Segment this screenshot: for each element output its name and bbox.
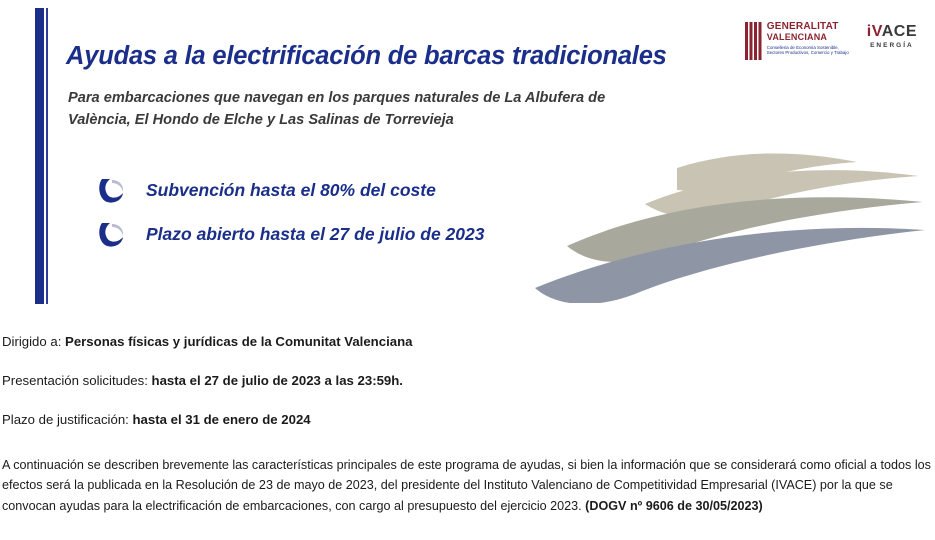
ivace-logo-subtitle: ENERGÍA: [870, 42, 914, 49]
banner-bullet-item: [96, 212, 484, 256]
banner-bullet-item: [96, 168, 484, 212]
banner-bullet-label: Plazo abierto hasta el 27 de julio de 2023: [146, 223, 485, 244]
intro-paragraph-text: A continuación se describen brevemente las características principales de este programa de ayudas, si bien la información que se considerará como oficial a todos los efectos será la publicada en la Resolución de 23 de mayo de 2023, del presidente del Instituto Valenciano de Competitividad Empresarial (IVACE) por la que se convocan ayudas para la electrificación de embarcaciones, con cargo al presupuesto del ejercicio 2023.: [2, 458, 931, 513]
info-label: Dirigido a:: [2, 334, 62, 349]
ivace-logo-v: V: [871, 23, 882, 40]
ivace-logo-rest: ACE: [881, 23, 917, 40]
banner-subtitle-line-2: València, El Hondo de Elche y Las Salinas de Torrevieja: [68, 111, 454, 128]
info-label: Plazo de justificación:: [2, 412, 129, 427]
gva-logo-line-2: VALENCIANA: [766, 31, 828, 42]
info-line-presentacion-solicitudes: [0, 373, 403, 389]
logo-group: [745, 22, 917, 60]
gva-logo-line-3: Conselleria de Economía Sostenible, Sectores Productivos, Comercio y Trabajo: [766, 44, 849, 56]
ivace-logo: [867, 22, 917, 49]
banner-accent-bar: [35, 8, 44, 304]
banner-subtitle-line-1: Para embarcaciones que navegan en los parques naturales de La Albufera de: [68, 90, 606, 106]
banner-accent-bar-thin: [46, 8, 48, 304]
info-label: Presentación solicitudes:: [2, 373, 148, 388]
gva-logo-text: [767, 22, 853, 56]
ivace-logo-word: [867, 24, 917, 40]
wave-bullet-icon: [96, 219, 130, 249]
gva-logo-line-1: GENERALITAT: [766, 21, 839, 32]
wave-artwork: [527, 118, 927, 303]
info-line-dirigido-a: [0, 334, 412, 350]
info-line-plazo-justificacion: [0, 412, 311, 428]
banner-bullet-list: [96, 168, 484, 256]
info-value: hasta el 27 de julio de 2023 a las 23:59h.: [151, 373, 403, 388]
intro-paragraph: [0, 455, 935, 516]
info-value: Personas físicas y jurídicas de la Comunitat Valenciana: [65, 334, 413, 349]
banner-bullet-label: Subvención hasta el 80% del coste: [146, 179, 436, 200]
ivace-logo-i: i: [866, 23, 872, 40]
info-value: hasta el 31 de enero de 2024: [132, 412, 311, 427]
banner-title: Ayudas a la electrificación de barcas tradicionales: [66, 42, 667, 70]
intro-paragraph-reference: (DOGV nº 9606 de 30/05/2023): [585, 498, 763, 513]
generalitat-valenciana-logo: [745, 22, 853, 60]
wave-bullet-icon: [96, 175, 130, 205]
gva-mark-icon: [745, 22, 762, 60]
